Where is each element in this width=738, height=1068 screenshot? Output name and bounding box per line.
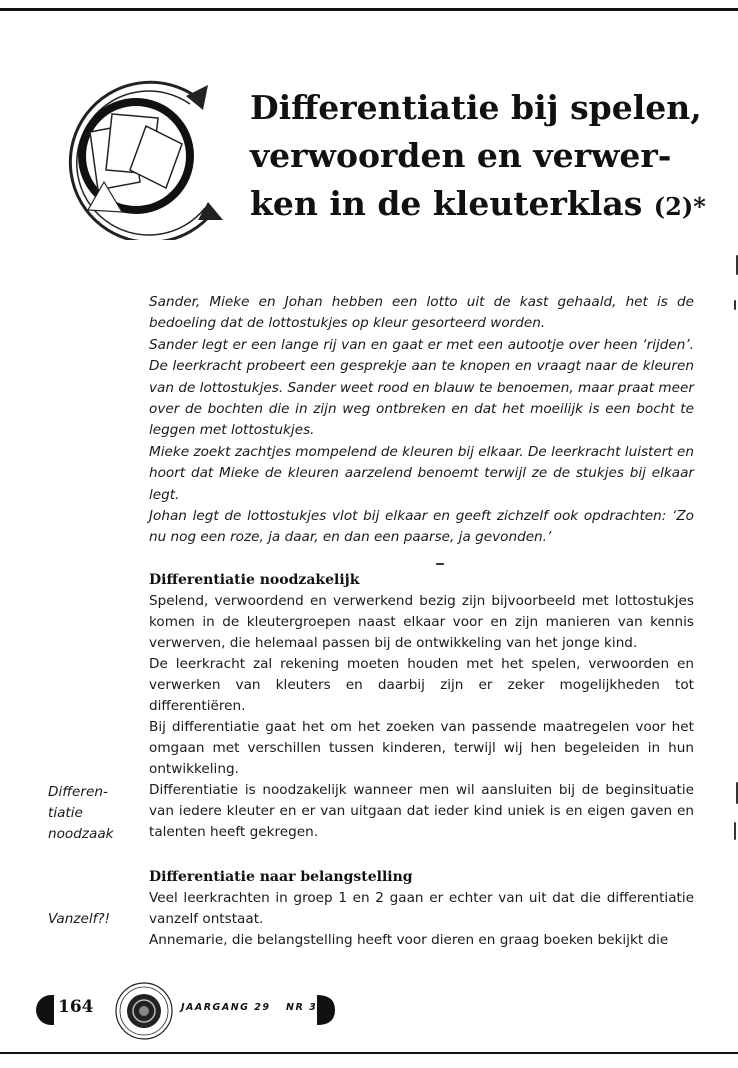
article-title xyxy=(250,84,720,231)
body-paragraph: Veel leerkrachten in groep 1 en 2 gaan er echter van uit dat die differentiatie vanzelf ontstaat. xyxy=(149,890,694,927)
scan-mark xyxy=(734,300,736,310)
section-heading: Differentiatie naar belangstelling xyxy=(149,869,413,885)
section-differentiatie-naar-belangstelling xyxy=(149,867,694,951)
intro-paragraph: Sander, Mieke en Johan hebben een lotto uit de kast gehaald, het is de bedoeling dat de lottostukjes op kleur gesorteerd worden. xyxy=(149,294,694,332)
body-paragraph: De leerkracht zal rekening moeten houden met het spelen, verwoorden en verwerken van kleuters en daarbij zijn er zeker mogelijkheden tot differentiëren. xyxy=(149,656,694,714)
title-line-3 xyxy=(250,180,720,231)
title-line-3-text: ken in de kleuterklas xyxy=(250,184,643,223)
page-tab-icon xyxy=(36,995,54,1025)
intro-text xyxy=(149,292,694,549)
scan-mark xyxy=(436,563,444,565)
body-paragraph: Bij differentiatie gaat het om het zoeken van passende maatregelen voor het omgaan met verschillen tussen kinderen, terwijl wij hen begeleiden in hun ontwikkeling. xyxy=(149,719,694,777)
next-arrow-icon xyxy=(315,995,335,1025)
margin-note-vanzelf: Vanzelf?! xyxy=(48,911,111,927)
section-differentiatie-noodzakelijk xyxy=(149,570,694,843)
margin-note-line: tiatie xyxy=(48,805,83,821)
title-suffix: (2)* xyxy=(653,192,706,221)
journal-seal-icon xyxy=(114,981,174,1041)
body-paragraph: Differentiatie is noodzakelijk wanneer men wil aansluiten bij de beginsituatie van iedere kleuter en er van uitgaan dat ieder kind uniek is en eigen gaven en talenten heeft gekregen. xyxy=(149,782,694,840)
body-paragraph: Annemarie, die belangstelling heeft voor dieren en graag boeken bekijkt die xyxy=(149,932,669,948)
intro-paragraph: Mieke zoekt zachtjes mompelend de kleuren bij elkaar. De leerkracht luistert en hoort dat Mieke de kleuren aarzelend benoemt terwijl ze de stukjes bij elkaar legt. xyxy=(149,443,694,503)
section-heading: Differentiatie noodzakelijk xyxy=(149,572,360,588)
bottom-rule xyxy=(0,1052,738,1054)
page-number: 164 xyxy=(58,997,94,1017)
cards-cycle-logo-icon xyxy=(48,70,223,240)
body-paragraph: Spelend, verwoordend en verwerkend bezig zijn bijvoorbeeld met lottostukjes komen in de kleutergroepen naast elkaar voor en zijn manieren van kennis verwerven, die helemaal passen bij de ontwikkeling van het jonge kind. xyxy=(149,593,694,651)
scan-mark xyxy=(734,822,736,840)
title-line-2: verwoorden en verwer- xyxy=(250,136,672,175)
intro-paragraph: Johan legt de lottostukjes vlot bij elkaar en geeft zichzelf ook opdrachten: ‘Zo nu nog een roze, ja daar, en dan een paarse, ja gevonden.’ xyxy=(149,508,694,546)
margin-note-noodzaak xyxy=(48,782,138,845)
margin-note-line: noodzaak xyxy=(48,826,114,842)
top-rule xyxy=(0,8,738,11)
page-footer xyxy=(36,981,376,1041)
title-line-1: Differentiatie bij spelen, xyxy=(250,88,702,127)
margin-note-line: Differen- xyxy=(48,784,108,800)
issue-label: NR 3 xyxy=(286,1002,318,1013)
intro-paragraph: Sander legt er een lange rij van en gaat er met een autootje over heen ‘rijden’. De leerkracht probeert een gesprekje aan te knopen en vraagt naar de kleuren van de lottostukjes. Sander weet rood en blauw te benoemen, maar praat meer over de bochten die in zijn weg ontbreken en dat het moeilijk is een bocht te leggen met lottostukjes. xyxy=(149,336,694,439)
volume-label: JAARGANG 29 xyxy=(181,1002,271,1013)
